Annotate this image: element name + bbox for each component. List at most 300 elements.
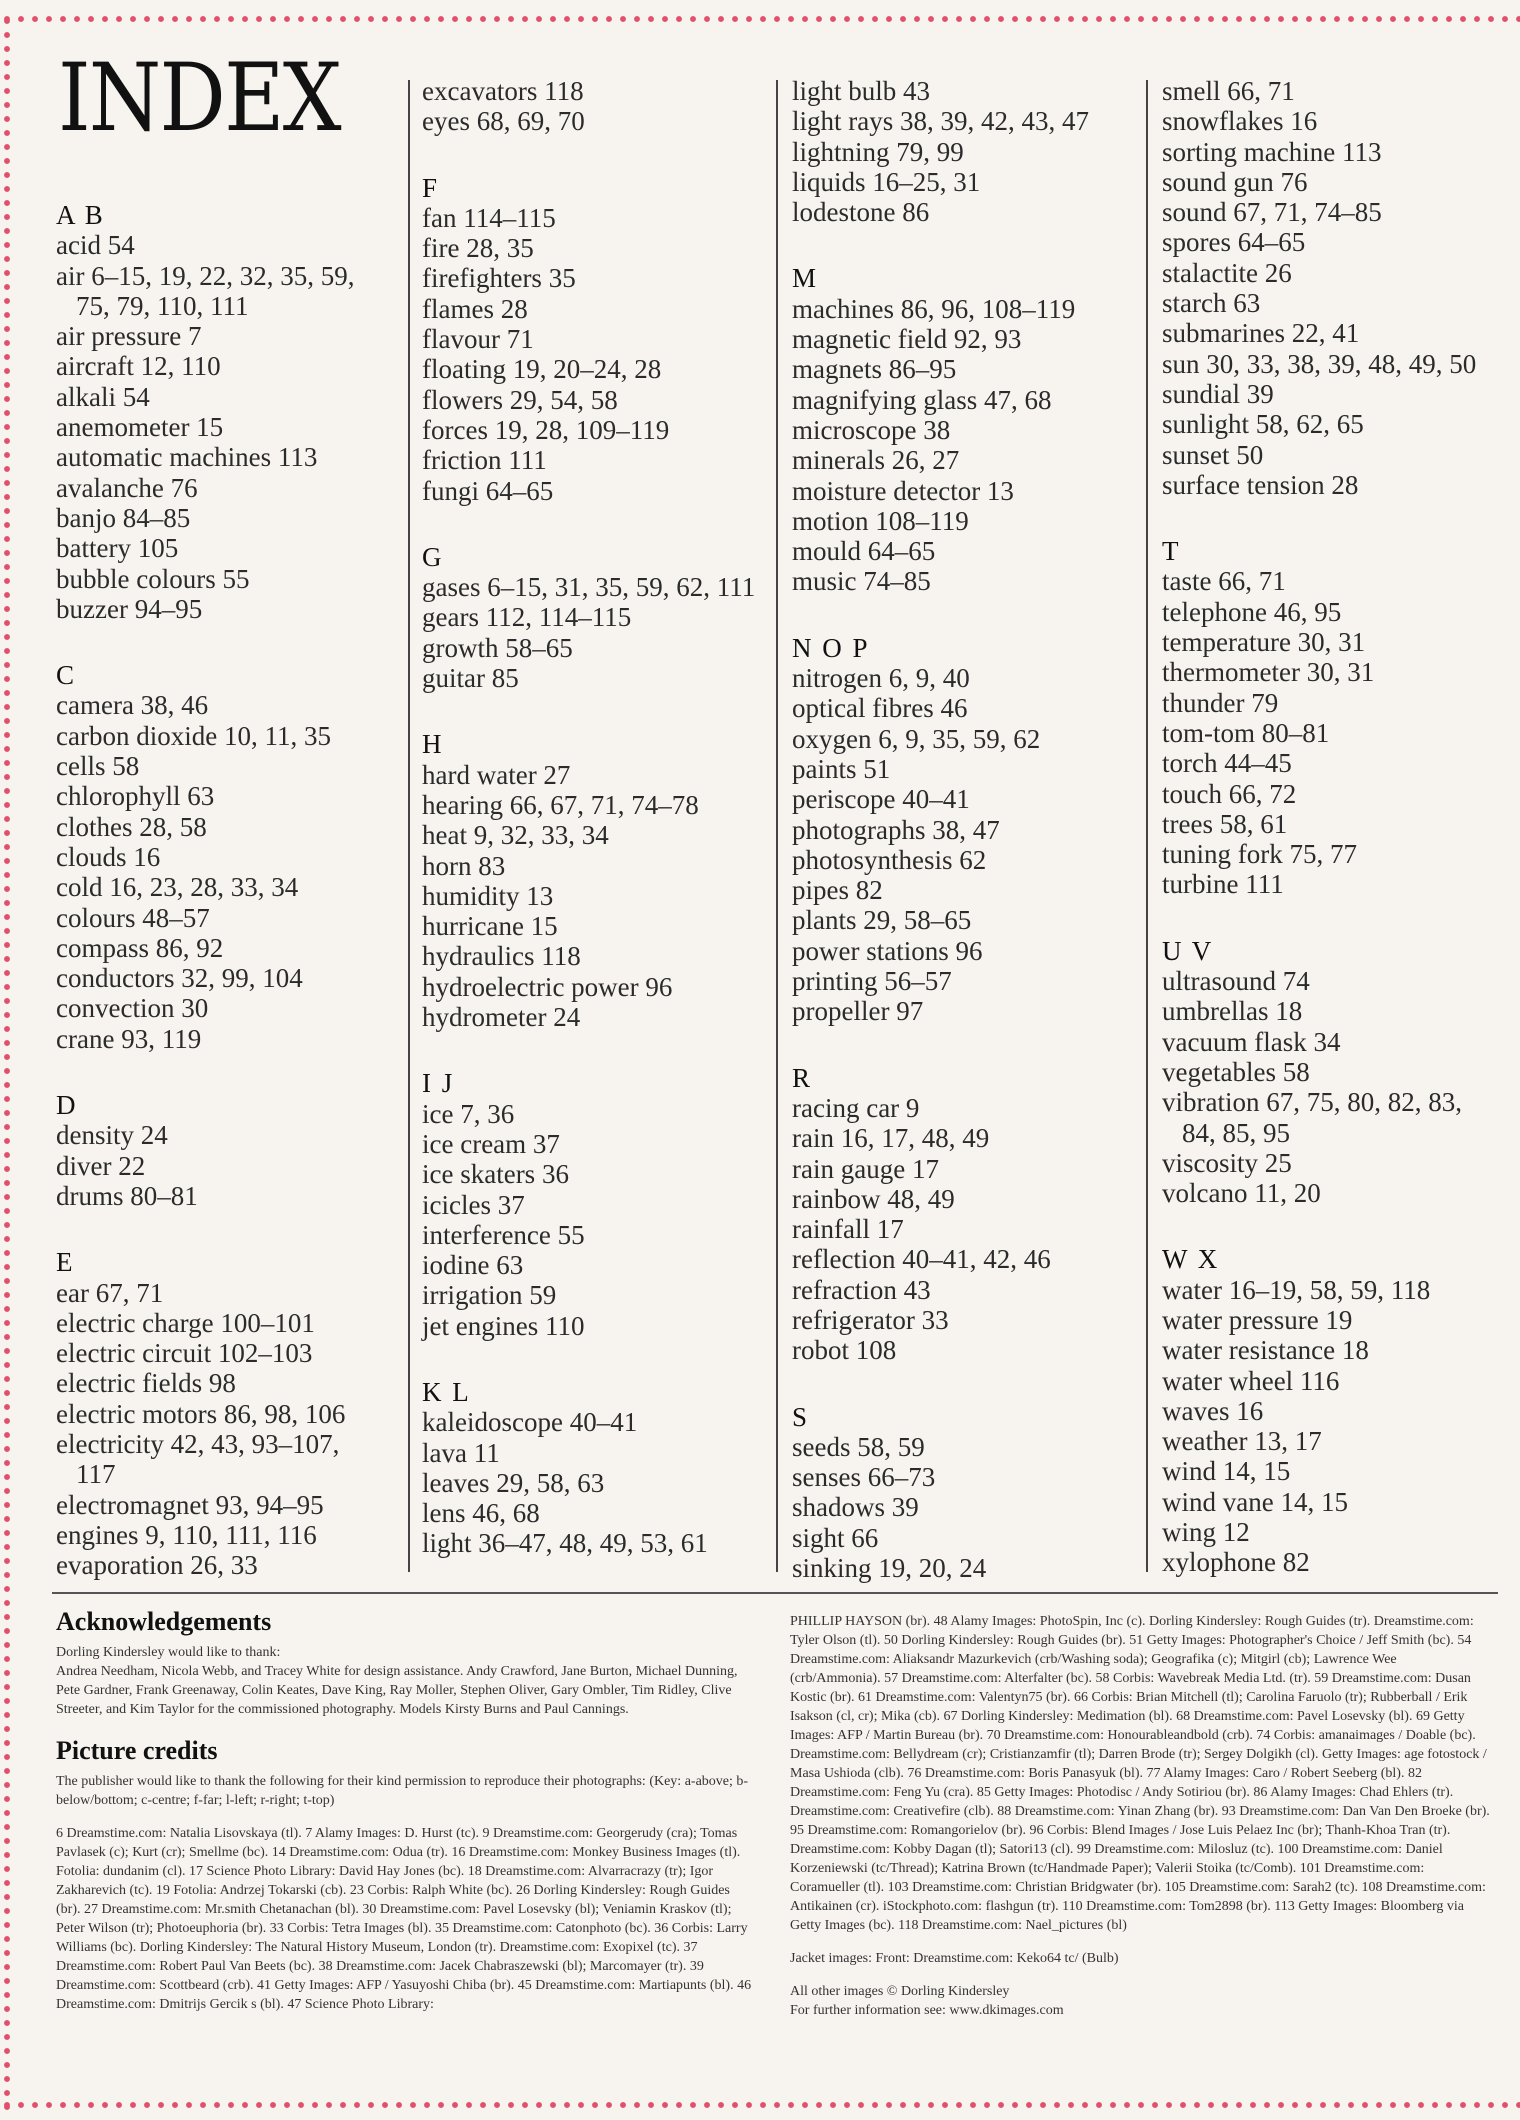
index-entry-continuation: 84, 85, 95 — [1182, 1117, 1290, 1148]
index-entry-text: air 6–15, 19, 22, 32, 35, 59, — [56, 260, 355, 291]
index-entry — [792, 1462, 1152, 1492]
index-entry-text: periscope 40–41 — [792, 784, 970, 815]
index-entry-text: avalanche 76 — [56, 472, 198, 503]
index-entry — [56, 1308, 396, 1338]
index-entry-text: irrigation 59 — [422, 1280, 557, 1311]
index-entry — [792, 845, 1152, 875]
index-entry — [1162, 869, 1512, 899]
index-entry-text: aircraft 12, 110 — [56, 351, 221, 382]
index-entry-text: electric circuit 102–103 — [56, 1338, 313, 1369]
index-entry-text: automatic machines 113 — [56, 442, 318, 473]
index-entry-text: smell 66, 71 — [1162, 76, 1295, 106]
index-entry-text: clothes 28, 58 — [56, 811, 207, 842]
index-entry — [792, 1305, 1152, 1335]
index-entry-text: torch 44–45 — [1162, 748, 1292, 779]
index-entry-text: plants 29, 58–65 — [792, 905, 972, 936]
index-entry — [56, 533, 396, 563]
index-entry-text: icicles 37 — [422, 1189, 525, 1220]
index-entry — [56, 690, 396, 720]
index-entry — [792, 106, 1152, 136]
index-entry — [56, 933, 396, 963]
index-entry-text: rainfall 17 — [792, 1214, 904, 1245]
index-entry — [1162, 470, 1512, 500]
index-entry — [792, 137, 1152, 167]
index-entry-text: tuning fork 75, 77 — [1162, 839, 1357, 870]
index-entry-text: kaleidoscope 40–41 — [422, 1407, 638, 1438]
index-entry — [56, 903, 396, 933]
index-entry — [56, 564, 396, 594]
index-entry — [56, 812, 396, 842]
index-entry-text: hydroelectric power 96 — [422, 971, 673, 1002]
index-entry-text: floating 19, 20–24, 28 — [422, 354, 662, 385]
index-entry-text: magnifying glass 47, 68 — [792, 384, 1052, 415]
index-entry — [56, 963, 396, 993]
index-entry-text: sundial 39 — [1162, 378, 1274, 409]
index-column-4 — [1162, 76, 1512, 1578]
index-entry-text: rain 16, 17, 48, 49 — [792, 1123, 990, 1154]
index-entry — [792, 1523, 1152, 1553]
index-entry — [1162, 688, 1512, 718]
index-entry — [1162, 227, 1512, 257]
index-entry — [56, 1368, 396, 1398]
index-entry-text: hearing 66, 67, 71, 74–78 — [422, 789, 699, 820]
index-section-letter: G — [422, 541, 444, 572]
index-entry — [792, 1335, 1152, 1365]
index-entry-text: telephone 46, 95 — [1162, 596, 1342, 627]
index-entry-text: temperature 30, 31 — [1162, 627, 1366, 658]
index-entry-text: heat 9, 32, 33, 34 — [422, 820, 609, 851]
acknowledgements-body: Andrea Needham, Nicola Webb, and Tracey White for design assistance. Andy Crawford, Jane Burton, Michael Dunning, Pete Gardner, Frank Greenaway, Colin Keates, Dave King, Ray Moller, Stephen Oliver, Gary Ombler, Tim Ridley, Clive Streeter, and Kim Taylor for the commissioned photography. Models Kirsty Burns and Paul Cannings. — [56, 1664, 738, 1717]
index-entry-text: waves 16 — [1162, 1395, 1264, 1426]
index-entry-text: ice cream 37 — [422, 1128, 560, 1159]
index-entry — [1162, 1396, 1512, 1426]
index-entry — [792, 415, 1152, 445]
index-entry — [422, 233, 782, 263]
index-entry-text: density 24 — [56, 1120, 168, 1151]
decorative-dot-border-top — [0, 14, 1520, 24]
index-entry-text: gases 6–15, 31, 35, 59, 62, 111 — [422, 572, 756, 603]
index-entry — [56, 1338, 396, 1368]
index-entry-text: sound 67, 71, 74–85 — [1162, 197, 1382, 228]
acknowledgements-intro: Dorling Kindersley would like to thank: — [56, 1645, 281, 1660]
index-entry — [422, 1280, 782, 1310]
index-entry — [422, 263, 782, 293]
index-entry — [792, 1184, 1152, 1214]
picture-credits-intro: The publisher would like to thank the following for their kind permission to reproduce their photographs: (Key: a-above; b-below/bottom; c-centre; f-far; l-left; r-right; t-top) — [56, 1774, 749, 1808]
index-entry-text: buzzer 94–95 — [56, 593, 203, 624]
index-entry — [792, 875, 1152, 905]
index-entry-text: refrigerator 33 — [792, 1304, 949, 1335]
index-entry-text: trees 58, 61 — [1162, 808, 1288, 839]
index-entry — [792, 663, 1152, 693]
index-section-letter: D — [56, 1090, 78, 1121]
index-entry-text: anemometer 15 — [56, 412, 224, 443]
column-divider — [408, 80, 410, 1572]
index-entry — [792, 784, 1152, 814]
index-entry — [1162, 137, 1512, 167]
all-other-images: All other images © Dorling Kindersley — [790, 1984, 1010, 1999]
further-information: For further information see: www.dkimages.com — [790, 2003, 1064, 2018]
index-entry — [56, 781, 396, 811]
index-section-letter: K L — [422, 1376, 471, 1407]
index-column-3 — [792, 76, 1152, 1583]
index-entry-text: cold 16, 23, 28, 33, 34 — [56, 872, 299, 903]
index-entry-text: water 16–19, 58, 59, 118 — [1162, 1274, 1431, 1305]
index-entry-text: friction 111 — [422, 445, 547, 476]
index-entry — [422, 1099, 782, 1129]
index-entry — [422, 476, 782, 506]
index-entry-text: minerals 26, 27 — [792, 445, 960, 476]
index-entry — [1162, 349, 1512, 379]
index-entry — [1162, 1547, 1512, 1577]
index-entry — [422, 1129, 782, 1159]
index-entry — [1162, 657, 1512, 687]
index-entry-text: sight 66 — [792, 1522, 879, 1553]
index-entry-text: carbon dioxide 10, 11, 35 — [56, 720, 331, 751]
index-entry — [792, 936, 1152, 966]
index-column-1 — [56, 200, 396, 1580]
index-entry — [56, 1520, 396, 1550]
index-entry — [1162, 809, 1512, 839]
index-section-letter: N O P — [792, 632, 870, 663]
index-entry-text: ear 67, 71 — [56, 1277, 164, 1308]
index-entry-text: battery 105 — [56, 533, 179, 564]
index-section-letter: F — [422, 172, 440, 203]
index-section-letter: H — [422, 729, 444, 760]
index-entry — [422, 1190, 782, 1220]
index-entry — [56, 1151, 396, 1181]
index-section-letter: E — [56, 1247, 75, 1278]
index-section-letter: M — [792, 263, 819, 294]
index-entry — [422, 760, 782, 790]
index-entry-text: refraction 43 — [792, 1274, 931, 1305]
index-entry-text: power stations 96 — [792, 935, 983, 966]
index-entry-text: horn 83 — [422, 850, 506, 881]
index-entry-text: flames 28 — [422, 293, 528, 324]
index-entry-text: wing 12 — [1162, 1517, 1250, 1548]
index-entry — [422, 1498, 782, 1528]
index-entry-text: motion 108–119 — [792, 505, 969, 536]
index-entry-text: iodine 63 — [422, 1250, 524, 1281]
index-entry — [422, 385, 782, 415]
index-entry-text: bubble colours 55 — [56, 563, 250, 594]
index-entry — [1162, 779, 1512, 809]
index-entry — [792, 1123, 1152, 1153]
index-entry — [56, 842, 396, 872]
index-entry-text: sun 30, 33, 38, 39, 48, 49, 50 — [1162, 348, 1477, 379]
index-entry — [56, 1399, 396, 1429]
index-entry-text: hard water 27 — [422, 759, 571, 790]
index-entry — [792, 476, 1152, 506]
index-entry — [1162, 318, 1512, 348]
index-entry-text: sunlight 58, 62, 65 — [1162, 409, 1364, 440]
index-entry — [1162, 197, 1512, 227]
index-entry-text: firefighters 35 — [422, 263, 576, 294]
index-entry — [1162, 1087, 1512, 1148]
index-entry-text: colours 48–57 — [56, 902, 210, 933]
index-entry — [792, 724, 1152, 754]
index-entry — [422, 1002, 782, 1032]
index-entry — [56, 1490, 396, 1520]
index-entry-text: vacuum flask 34 — [1162, 1026, 1341, 1057]
index-entry-text: photosynthesis 62 — [792, 844, 987, 875]
index-entry-text: chlorophyll 63 — [56, 781, 215, 812]
index-entry — [1162, 748, 1512, 778]
index-entry — [792, 1275, 1152, 1305]
index-entry-text: banjo 84–85 — [56, 502, 191, 533]
index-entry-text: machines 86, 96, 108–119 — [792, 293, 1076, 324]
index-entry-text: seeds 58, 59 — [792, 1431, 925, 1462]
index-entry-text: touch 66, 72 — [1162, 778, 1297, 809]
index-entry — [56, 321, 396, 351]
index-entry-text: acid 54 — [56, 230, 135, 261]
index-entry — [1162, 1275, 1512, 1305]
index-entry-text: thermometer 30, 31 — [1162, 657, 1375, 688]
index-entry-text: water resistance 18 — [1162, 1335, 1369, 1366]
index-entry — [1162, 1178, 1512, 1208]
index-entry-text: electric motors 86, 98, 106 — [56, 1398, 346, 1429]
index-entry-text: pipes 82 — [792, 875, 883, 906]
index-entry-text: flavour 71 — [422, 324, 534, 355]
credits-right-column — [790, 1612, 1490, 2034]
picture-credits-heading: Picture credits — [56, 1736, 218, 1765]
index-entry-text: compass 86, 92 — [56, 932, 224, 963]
index-entry — [1162, 996, 1512, 1026]
index-entry — [1162, 1517, 1512, 1547]
index-entry-text: liquids 16–25, 31 — [792, 166, 981, 197]
index-entry — [792, 1244, 1152, 1274]
index-entry-text: clouds 16 — [56, 841, 161, 872]
index-entry-text: conductors 32, 99, 104 — [56, 963, 303, 994]
index-entry-text: tom-tom 80–81 — [1162, 717, 1330, 748]
index-entry-text: cells 58 — [56, 751, 140, 782]
index-entry-text: forces 19, 28, 109–119 — [422, 414, 670, 445]
index-entry — [422, 445, 782, 475]
index-entry — [1162, 1426, 1512, 1456]
index-entry-continuation: 117 — [76, 1459, 116, 1490]
index-entry — [1162, 440, 1512, 470]
index-entry — [56, 261, 396, 322]
credits-left-column — [56, 1607, 756, 2028]
index-entry-text: sorting machine 113 — [1162, 136, 1382, 167]
index-entry — [56, 1429, 396, 1490]
index-entry — [56, 1181, 396, 1211]
index-entry-text: magnetic field 92, 93 — [792, 324, 1022, 355]
index-entry-text: drums 80–81 — [56, 1180, 198, 1211]
acknowledgements-heading: Acknowledgements — [56, 1607, 272, 1636]
index-entry — [792, 536, 1152, 566]
index-entry-text: sinking 19, 20, 24 — [792, 1553, 987, 1584]
index-entry-text: sunset 50 — [1162, 439, 1264, 470]
index-entry — [1162, 1305, 1512, 1335]
index-entry-text: convection 30 — [56, 993, 209, 1024]
index-entry — [1162, 1366, 1512, 1396]
picture-credits-list-right: PHILLIP HAYSON (br). 48 Alamy Images: PhotoSpin, Inc (c). Dorling Kindersley: Rough Guides (tr). Dreamstime.com: Tyler Olson (tl). 50 Dorling Kindersley: Rough Guides (br). 51 Getty Images: Photographer's Choice / Jeff Smith (bc). 54 Dreamstime.com: Aliaksandr Mazurkevich (crb/Washing soda); Geografika (c); Mitgirl (cb); Lawrence Wee (crb/Ammonia). 57 Dreamstime.com: Alterfalter (bc). 58 Corbis: Wavebreak Media Ltd. (tr). 59 Dreamstime.com: Dusan Kostic (br). 61 Dreamstime.com: Valentyn75 (br). 66 Corbis: Brian Mitchell (tl); Carolina Faruolo (tr); Rubberball / Erik Isakson (cl, cr); Mika (cb). 67 Dorling Kindersley: Medimation (bl). 68 Dreamstime.com: Pavel Losevsky (bl). 69 Getty Images: AFP / Martin Bureau (br). 70 Dreamstime.com: Honourableandbold (crb). 74 Corbis: amanaimages / Doable (bc). Dreamstime.com: Bellydream (cr); Cristianzamfir (tl); Darren Brode (tr); Sergey Dolgikh (cl). Getty Images: age fotostock / Masa Ushioda (clb). 76 Dreamstime.com: Boris Panasyuk (bl). 77 Alamy Images: Caro / Robert Seeberg (bl). 82 Dreamstime.com: Feng Yu (cra). 85 Getty Images: Photodisc / Andy Sotiriou (br). 86 Alamy Images: Chad Ehlers (tr). Dreamstime.com: Creativefire (clb). 88 Dreamstime.com: Yinan Zhang (br). 93 Dreamstime.com: Dan Van Den Broeke (br). 95 Dreamstime.com: Romangorielov (br). 96 Corbis: Blend Images / Jose Luis Pelaez Inc (br); Thanh-Khoa Tran (tr). Dreamstime.com: Kobby Dagan (tl); Satori13 (cl). 99 Dreamstime.com: Milosluz (tc). 100 Dreamstime.com: Daniel Korzeniewski (tc/Thread); Katrina Brown (tc/Handmade Paper); Valerii Stoika (tc/Comb). 101 Dreamstime.com: Coramueller (tl). 103 Dreamstime.com: Christian Bridgwater (br). 105 Dreamstime.com: Sarah2 (tc). 108 Dreamstime.com: Antikainen (cr). iStockphoto.com: flashgun (tr). 110 Dreamstime.com: Tom2898 (br). 113 Getty Images: Bloomberg via Getty Images (bc). 118 Dreamstime.com: Nael_pictures (bl) — [790, 1614, 1490, 1933]
index-entry — [792, 385, 1152, 415]
index-entry-text: surface tension 28 — [1162, 469, 1359, 500]
index-section-letter: C — [56, 660, 77, 691]
index-entry-text: lodestone 86 — [792, 197, 930, 228]
index-entry — [792, 905, 1152, 935]
index-entry — [422, 911, 782, 941]
index-entry-text: fungi 64–65 — [422, 475, 554, 506]
index-entry — [1162, 288, 1512, 318]
index-section-letter: A B — [56, 200, 105, 230]
index-entry-text: vibration 67, 75, 80, 82, 83, — [1162, 1087, 1462, 1118]
index-entry-text: paints 51 — [792, 753, 891, 784]
index-entry — [56, 872, 396, 902]
index-entry — [422, 1468, 782, 1498]
index-entry-text: engines 9, 110, 111, 116 — [56, 1519, 317, 1550]
index-entry-text: weather 13, 17 — [1162, 1426, 1322, 1457]
index-entry — [792, 966, 1152, 996]
index-entry-text: lightning 79, 99 — [792, 136, 964, 167]
index-entry-text: electricity 42, 43, 93–107, — [56, 1428, 340, 1459]
section-divider — [52, 1592, 1498, 1594]
index-entry-text: rain gauge 17 — [792, 1153, 939, 1184]
index-entry-text: wind 14, 15 — [1162, 1456, 1291, 1487]
index-entry-text: electromagnet 93, 94–95 — [56, 1489, 324, 1520]
index-entry-text: viscosity 25 — [1162, 1147, 1292, 1178]
index-entry-text: reflection 40–41, 42, 46 — [792, 1244, 1051, 1275]
index-entry — [792, 506, 1152, 536]
index-entry-text: moisture detector 13 — [792, 475, 1014, 506]
index-column-2 — [422, 76, 782, 1559]
index-entry-text: diver 22 — [56, 1150, 146, 1181]
index-entry — [422, 663, 782, 693]
index-entry — [422, 1407, 782, 1437]
index-entry-text: senses 66–73 — [792, 1462, 936, 1493]
index-entry — [792, 1214, 1152, 1244]
index-section-letter: T — [1162, 536, 1181, 567]
index-entry — [56, 503, 396, 533]
index-entry-text: ultrasound 74 — [1162, 966, 1310, 997]
index-entry — [1162, 966, 1512, 996]
index-entry — [1162, 1335, 1512, 1365]
index-entry — [792, 294, 1152, 324]
index-entry — [56, 1550, 396, 1580]
index-entry — [1162, 76, 1512, 106]
index-entry-text: shadows 39 — [792, 1492, 919, 1523]
index-entry — [422, 1528, 782, 1558]
index-entry — [422, 203, 782, 233]
index-entry — [422, 881, 782, 911]
index-entry-text: turbine 111 — [1162, 869, 1284, 900]
index-entry-text: crane 93, 119 — [56, 1023, 202, 1054]
index-entry — [56, 721, 396, 751]
index-entry-text: leaves 29, 58, 63 — [422, 1467, 605, 1498]
index-entry — [56, 351, 396, 381]
page-title: INDEX — [58, 44, 340, 153]
index-entry-text: racing car 9 — [792, 1092, 920, 1123]
index-entry — [792, 167, 1152, 197]
index-entry — [56, 442, 396, 472]
index-entry — [1162, 167, 1512, 197]
index-entry-text: magnets 86–95 — [792, 354, 957, 385]
index-entry-text: stalactite 26 — [1162, 257, 1292, 288]
index-entry — [422, 820, 782, 850]
index-section-letter: U V — [1162, 935, 1214, 966]
index-entry — [422, 324, 782, 354]
index-entry — [56, 594, 396, 624]
index-entry — [1162, 839, 1512, 869]
index-entry — [792, 1553, 1152, 1583]
index-entry — [422, 76, 782, 106]
index-entry — [56, 1278, 396, 1308]
index-entry — [56, 751, 396, 781]
index-section-letter: S — [792, 1401, 810, 1432]
index-entry-text: hydraulics 118 — [422, 941, 581, 972]
index-entry-continuation: 75, 79, 110, 111 — [76, 290, 249, 321]
index-entry — [422, 572, 782, 602]
index-entry-text: alkali 54 — [56, 381, 150, 412]
index-entry-text: volcano 11, 20 — [1162, 1178, 1321, 1209]
index-entry-text: xylophone 82 — [1162, 1547, 1310, 1578]
index-entry-text: ice skaters 36 — [422, 1159, 569, 1190]
index-entry — [422, 1311, 782, 1341]
index-entry-text: vegetables 58 — [1162, 1056, 1310, 1087]
index-entry-text: propeller 97 — [792, 996, 924, 1027]
index-entry-text: taste 66, 71 — [1162, 566, 1286, 597]
index-entry — [792, 1093, 1152, 1123]
index-entry-text: fire 28, 35 — [422, 233, 534, 264]
index-entry — [792, 815, 1152, 845]
index-section-letter: I J — [422, 1068, 455, 1099]
index-section-letter: R — [792, 1062, 813, 1093]
index-entry-text: hydrometer 24 — [422, 1002, 581, 1033]
index-entry-text: printing 56–57 — [792, 966, 952, 997]
index-entry-text: robot 108 — [792, 1335, 897, 1366]
index-entry — [792, 1492, 1152, 1522]
index-entry — [792, 354, 1152, 384]
index-entry — [792, 324, 1152, 354]
index-entry-text: oxygen 6, 9, 35, 59, 62 — [792, 723, 1041, 754]
index-entry — [422, 851, 782, 881]
index-entry-text: sound gun 76 — [1162, 166, 1308, 197]
index-entry — [1162, 1487, 1512, 1517]
index-entry — [792, 693, 1152, 723]
index-entry-text: gears 112, 114–115 — [422, 602, 632, 633]
jacket-credits: Jacket images: Front: Dreamstime.com: Keko64 tc/ (Bulb) — [790, 1951, 1119, 1966]
index-entry-text: photographs 38, 47 — [792, 814, 1000, 845]
index-entry — [422, 790, 782, 820]
index-entry — [56, 1120, 396, 1150]
index-entry-text: guitar 85 — [422, 663, 519, 694]
decorative-dot-border-bottom — [0, 2100, 1520, 2110]
picture-credits-list-left: 6 Dreamstime.com: Natalia Lisovskaya (tl). 7 Alamy Images: D. Hurst (tc). 9 Dreamstime.com: Georgerudy (cra); Tomas Pavlasek (c); Kurt (cr); Smellme (bc). 14 Dreamstime.com: Odua (tr). 16 Dreamstime.com: Monkey Business Images (tl). Fotolia: dundanim (cl). 17 Science Photo Library: David Hay Jones (bc). 18 Dreamstime.com: Alvarracrazy (tr); Igor Zakharevich (tc). 19 Fotolia: Andrzej Tokarski (cb). 23 Corbis: Ralph White (bc). 26 Dorling Kindersley: Rough Guides (br). 27 Dreamstime.com: Mr.smith Chetanachan (bl). 30 Dreamstime.com: Pavel Losevsky (bl); Veniamin Kraskov (tl); Peter Wilson (tr); Photoeuphoria (br). 33 Corbis: Tetra Images (bl). 35 Dreamstime.com: Catonphoto (bc). 36 Corbis: Larry Williams (bc). Dorling Kindersley: The Natural History Museum, London (tr). Dreamstime.com: Exopixel (tc). 37 Dreamstime.com: Robert Paul Van Beets (bc). 38 Dreamstime.com: Jacek Chabraszewski (bl); Marcomayer (tr). 39 Dreamstime.com: Scottbeard (crb). 41 Getty Images: AFP / Yasuyoshi Chiba (br). 45 Dreamstime.com: Martiapunts (bl). 46 Dreamstime.com: Dmitrijs Gercik s (bl). 47 Science Photo Library: — [56, 1826, 752, 2012]
index-entry-text: submarines 22, 41 — [1162, 318, 1360, 349]
index-entry-text: nitrogen 6, 9, 40 — [792, 663, 970, 694]
index-entry — [1162, 1148, 1512, 1178]
index-entry-text: flowers 29, 54, 58 — [422, 384, 618, 415]
index-entry-text: mould 64–65 — [792, 536, 936, 567]
index-entry — [56, 1024, 396, 1054]
index-entry-text: music 74–85 — [792, 566, 931, 597]
index-entry-text: electric fields 98 — [56, 1368, 236, 1399]
index-entry-text: rainbow 48, 49 — [792, 1183, 955, 1214]
index-entry — [792, 1154, 1152, 1184]
index-entry-text: thunder 79 — [1162, 687, 1279, 718]
index-entry — [56, 993, 396, 1023]
index-entry-text: evaporation 26, 33 — [56, 1550, 258, 1581]
index-entry — [56, 382, 396, 412]
index-entry — [422, 1220, 782, 1250]
index-entry-text: optical fibres 46 — [792, 693, 968, 724]
index-entry-text: lens 46, 68 — [422, 1498, 540, 1529]
index-entry-text: microscope 38 — [792, 414, 951, 445]
decorative-dot-border-left — [2, 14, 12, 2110]
index-entry — [1162, 597, 1512, 627]
